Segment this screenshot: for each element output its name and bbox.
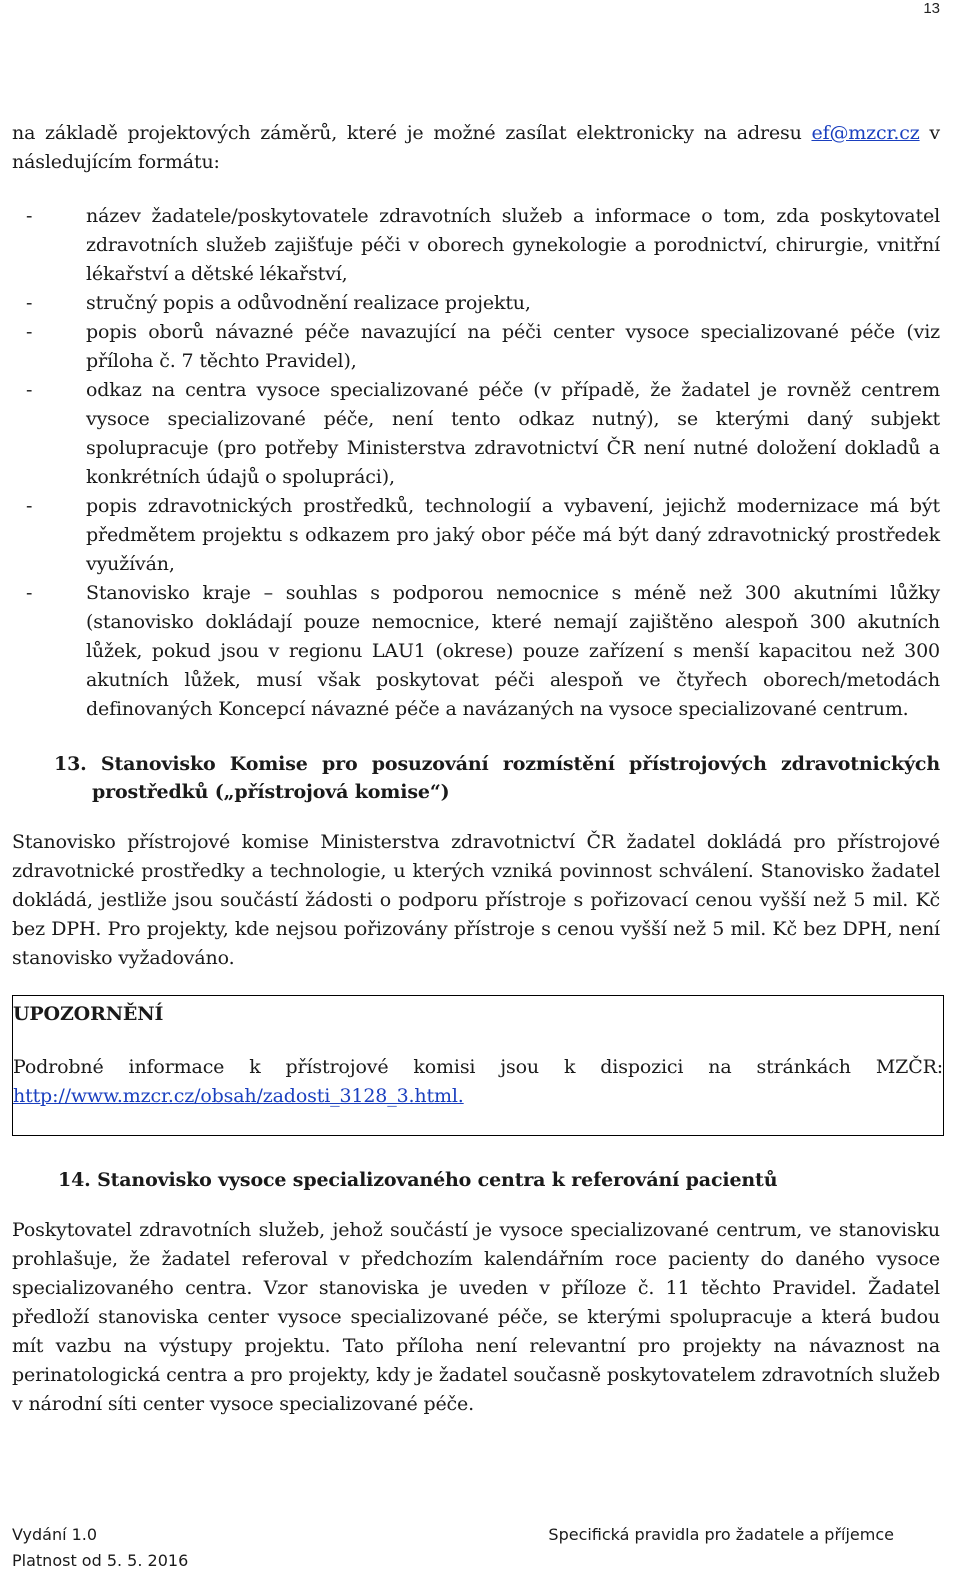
- notice-box: [12, 995, 944, 1136]
- section-14-heading: [12, 1166, 940, 1194]
- list-item: - Stanovisko kraje – souhlas s podporou nemocnice s méně než 300 akutními lůžky (stanovisko dokládají pouze nemocnice, které nemají zajištěno alespoň 300 akutních lůžek, pokud jsou v regionu LAU1 (okrese) pouze zařízení s menší kapacitou než 300 akutních lůžek, musí však poskytovat péči alespoň ve čtyřech oborech/metodách definovaných Koncepcí návazné péče a navázaných na vysoce specializované centrum.: [12, 579, 940, 724]
- section-13-title: Stanovisko Komise pro posuzování rozmístění přístrojových zdravotnických prostředků („přístrojová komise“): [92, 753, 941, 803]
- notice-paragraph: [13, 1053, 943, 1111]
- email-link[interactable]: ef@mzcr.cz: [811, 122, 920, 144]
- footer-validity: Platnost od 5. 5. 2016: [12, 1551, 189, 1570]
- notice-url-link[interactable]: http://www.mzcr.cz/obsah/zadosti_3128_3.html.: [13, 1085, 464, 1107]
- list-item: - stručný popis a odůvodnění realizace projektu,: [12, 289, 940, 318]
- notice-text: Podrobné informace k přístrojové komisi jsou k dispozici na stránkách MZČR:: [13, 1056, 943, 1078]
- document-body: [12, 119, 943, 1419]
- list-item: - popis zdravotnických prostředků, technologií a vybavení, jejichž modernizace má být předmětem projektu s odkazem pro jaký obor péče má být daný zdravotnický prostředek využíván,: [12, 492, 940, 579]
- intro-text-after: v následujícím formátu:: [12, 122, 940, 173]
- section-13-heading: [12, 750, 940, 806]
- list-item: - název žadatele/poskytovatele zdravotních služeb a informace o tom, zda poskytovatel zdravotních služeb zajišťuje péči v oborech gynekologie a porodnictví, chirurgie, vnitřní lékařství a dětské lékařství,: [12, 202, 940, 289]
- intro-paragraph: [12, 119, 940, 177]
- section-14-body: Poskytovatel zdravotních služeb, jehož součástí je vysoce specializované centrum, ve stanovisku prohlašuje, že žadatel referoval v předchozím kalendářním roce pacienty do daného vysoce specializovaného centra. Vzor stanoviska je uveden v příloze č. 11 těchto Pravidel. Žadatel předloží stanoviska center vysoce specializované péče, se kterými spolupracuje a která budou mít vazbu na výstupy projektu. Tato příloha není relevantní pro projekty na návaznost na perinatologická centra a pro projekty, kdy je žadatel současně poskytovatelem zdravotních služeb v národní síti center vysoce specializované péče.: [12, 1219, 940, 1415]
- section-13-number: 13.: [54, 753, 87, 775]
- page-footer: [12, 1522, 940, 1574]
- intro-text: na základě projektových záměrů, které je možné zasílat elektronicky na adresu: [12, 122, 812, 144]
- section-14-title: Stanovisko vysoce specializovaného centra k referování pacientů: [97, 1169, 778, 1191]
- section-14-number: 14.: [58, 1169, 91, 1191]
- notice-title: UPOZORNĚNÍ: [13, 1003, 164, 1025]
- requirements-list: [12, 202, 940, 724]
- list-item: - popis oborů návazné péče navazující na péči center vysoce specializované péče (viz příloha č. 7 těchto Pravidel),: [12, 318, 940, 376]
- footer-edition: Vydání 1.0: [12, 1525, 98, 1544]
- page-number: 13: [923, 0, 940, 17]
- footer-doc-title: Specifická pravidla pro žadatele a příjemce: [548, 1525, 894, 1544]
- list-item: - odkaz na centra vysoce specializované péče (v případě, že žadatel je rovněž centrem vysoce specializované péče, není tento odkaz nutný), se kterými daný subjekt spolupracuje (pro potřeby Ministerstva zdravotnictví ČR není nutné doložení dokladů a konkrétních údajů o spolupráci),: [12, 376, 940, 492]
- section-13-body: Stanovisko přístrojové komise Ministerstva zdravotnictví ČR žadatel dokládá pro přístrojové zdravotnické prostředky a technologie, u kterých vzniká povinnost schválení. Stanovisko žadatel dokládá, jestliže jsou součástí žádosti o podporu přístroje s pořizovací cenou vyšší než 5 mil. Kč bez DPH. Pro projekty, kde nejsou pořizovány přístroje s cenou vyšší než 5 mil. Kč bez DPH, není stanovisko vyžadováno.: [12, 831, 940, 969]
- footer-left: [12, 1522, 188, 1574]
